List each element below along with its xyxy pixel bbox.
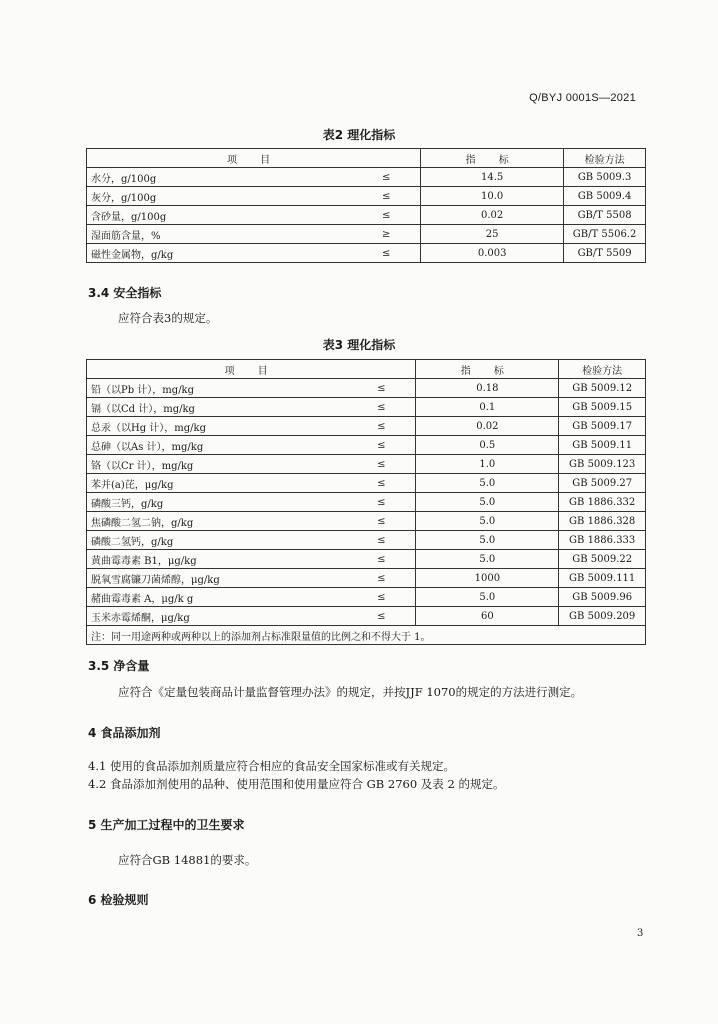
row-symbol: ≤: [347, 417, 416, 436]
table-row: [87, 493, 646, 512]
table-row: [87, 244, 646, 263]
row-method: GB 5009.111: [559, 569, 646, 588]
row-symbol: ≤: [352, 187, 421, 206]
table-row: [87, 168, 646, 187]
row-method: GB 5009.15: [559, 398, 646, 417]
table3-header-row: [87, 360, 646, 379]
table-row: [87, 398, 646, 417]
row-method: GB/T 5508: [564, 206, 646, 225]
table3: [86, 359, 646, 645]
table-row: [87, 206, 646, 225]
row-symbol: ≤: [352, 244, 421, 263]
table2-header-row: [87, 149, 646, 168]
section-4-title: 4 食品添加剂: [88, 726, 161, 740]
row-method: GB 1886.332: [559, 493, 646, 512]
header-method: 检验方法: [564, 149, 646, 168]
row-item: 铅（以Pb 计），mg/kg: [87, 379, 348, 398]
row-value: 25: [421, 225, 564, 244]
row-method: GB 5009.4: [564, 187, 646, 206]
row-method: GB 5009.12: [559, 379, 646, 398]
section-3-4-title: 3.4 安全指标: [88, 286, 162, 300]
header-item: 项 目: [87, 149, 421, 168]
row-method: GB/T 5509: [564, 244, 646, 263]
table-row: [87, 512, 646, 531]
section-6-title: 6 检验规则: [88, 893, 149, 907]
table-row: [87, 225, 646, 244]
row-item: 水分，g/100g: [87, 168, 353, 187]
row-symbol: ≤: [347, 531, 416, 550]
table-row: [87, 569, 646, 588]
row-item: 黄曲霉毒素 B1，μg/kg: [87, 550, 348, 569]
row-method: GB 5009.17: [559, 417, 646, 436]
row-symbol: ≤: [347, 455, 416, 474]
row-method: GB 5009.209: [559, 607, 646, 626]
section-4-item-2: 4.2 食品添加剂使用的品种、使用范围和使用量应符合 GB 2760 及表 2 的规定。: [88, 777, 505, 791]
table3-caption: 表3 理化指标: [322, 338, 396, 352]
header-value: 指 标: [421, 149, 564, 168]
row-item: 脱氧雪腐镰刀菌烯醇，μg/kg: [87, 569, 348, 588]
row-item: 磷酸三钙，g/kg: [87, 493, 348, 512]
row-value: 5.0: [416, 512, 559, 531]
row-item: 总汞（以Hg 计），mg/kg: [87, 417, 348, 436]
row-symbol: ≥: [352, 225, 421, 244]
row-value: 1000: [416, 569, 559, 588]
row-symbol: ≤: [347, 607, 416, 626]
table-note-row: [87, 626, 646, 645]
row-symbol: ≤: [347, 550, 416, 569]
row-value: 5.0: [416, 531, 559, 550]
row-item: 灰分，g/100g: [87, 187, 353, 206]
row-symbol: ≤: [347, 436, 416, 455]
row-symbol: ≤: [347, 512, 416, 531]
row-item: 铬（以Cr 计），mg/kg: [87, 455, 348, 474]
table2-caption: 表2 理化指标: [322, 128, 396, 142]
header-item: 项 目: [87, 360, 416, 379]
table-row: [87, 607, 646, 626]
row-item: 玉米赤霉烯酮，μg/kg: [87, 607, 348, 626]
row-symbol: ≤: [347, 493, 416, 512]
table-row: [87, 474, 646, 493]
row-method: GB/T 5506.2: [564, 225, 646, 244]
row-symbol: ≤: [347, 569, 416, 588]
row-symbol: ≤: [347, 474, 416, 493]
table-row: [87, 531, 646, 550]
header-method: 检验方法: [559, 360, 646, 379]
row-value: 0.18: [416, 379, 559, 398]
row-method: GB 5009.96: [559, 588, 646, 607]
table-row: [87, 455, 646, 474]
table-note: 注：同一用途两种或两种以上的添加剂占标准限量值的比例之和不得大于 1。: [87, 626, 646, 645]
row-value: 0.5: [416, 436, 559, 455]
row-item: 焦磷酸二氢二钠，g/kg: [87, 512, 348, 531]
row-method: GB 5009.11: [559, 436, 646, 455]
row-method: GB 1886.328: [559, 512, 646, 531]
row-symbol: ≤: [347, 379, 416, 398]
row-value: 0.02: [416, 417, 559, 436]
row-value: 5.0: [416, 550, 559, 569]
section-3-5-title: 3.5 净含量: [88, 659, 150, 673]
row-value: 60: [416, 607, 559, 626]
row-value: 0.1: [416, 398, 559, 417]
table-row: [87, 417, 646, 436]
table-row: [87, 550, 646, 569]
row-value: 5.0: [416, 474, 559, 493]
section-3-5-text: 应符合《定量包装商品计量监督管理办法》的规定，并按JJF 1070的规定的方法进行测定。: [118, 685, 583, 699]
section-5-text: 应符合GB 14881的要求。: [118, 853, 257, 867]
row-value: 5.0: [416, 588, 559, 607]
row-item: 镉（以Cd 计），mg/kg: [87, 398, 348, 417]
row-method: GB 5009.3: [564, 168, 646, 187]
row-item: 湿面筋含量，%: [87, 225, 353, 244]
document-code: Q/BYJ 0001S—2021: [529, 92, 636, 104]
row-symbol: ≤: [347, 588, 416, 607]
section-5-title: 5 生产加工过程中的卫生要求: [88, 818, 245, 832]
row-value: 10.0: [421, 187, 564, 206]
table-row: [87, 588, 646, 607]
row-value: 5.0: [416, 493, 559, 512]
section-4-item-1: 4.1 使用的食品添加剂质量应符合相应的食品安全国家标准或有关规定。: [88, 759, 455, 773]
header-value: 指 标: [416, 360, 559, 379]
row-item: 磷酸二氢钙，g/kg: [87, 531, 348, 550]
page-number: 3: [637, 928, 644, 939]
row-value: 0.02: [421, 206, 564, 225]
row-method: GB 5009.22: [559, 550, 646, 569]
row-method: GB 5009.27: [559, 474, 646, 493]
section-3-4-text: 应符合表3的规定。: [118, 311, 218, 325]
row-symbol: ≤: [352, 168, 421, 187]
row-item: 总砷（以As 计），mg/kg: [87, 436, 348, 455]
row-symbol: ≤: [352, 206, 421, 225]
row-item: 赭曲霉毒素 A，μg/k g: [87, 588, 348, 607]
table-row: [87, 187, 646, 206]
row-method: GB 5009.123: [559, 455, 646, 474]
table2: [86, 148, 646, 263]
row-value: 1.0: [416, 455, 559, 474]
table-row: [87, 379, 646, 398]
row-value: 0.003: [421, 244, 564, 263]
row-value: 14.5: [421, 168, 564, 187]
row-method: GB 1886.333: [559, 531, 646, 550]
table-row: [87, 436, 646, 455]
row-item: 含砂量，g/100g: [87, 206, 353, 225]
row-item: 苯并(a)芘，μg/kg: [87, 474, 348, 493]
row-item: 磁性金属物，g/kg: [87, 244, 353, 263]
row-symbol: ≤: [347, 398, 416, 417]
